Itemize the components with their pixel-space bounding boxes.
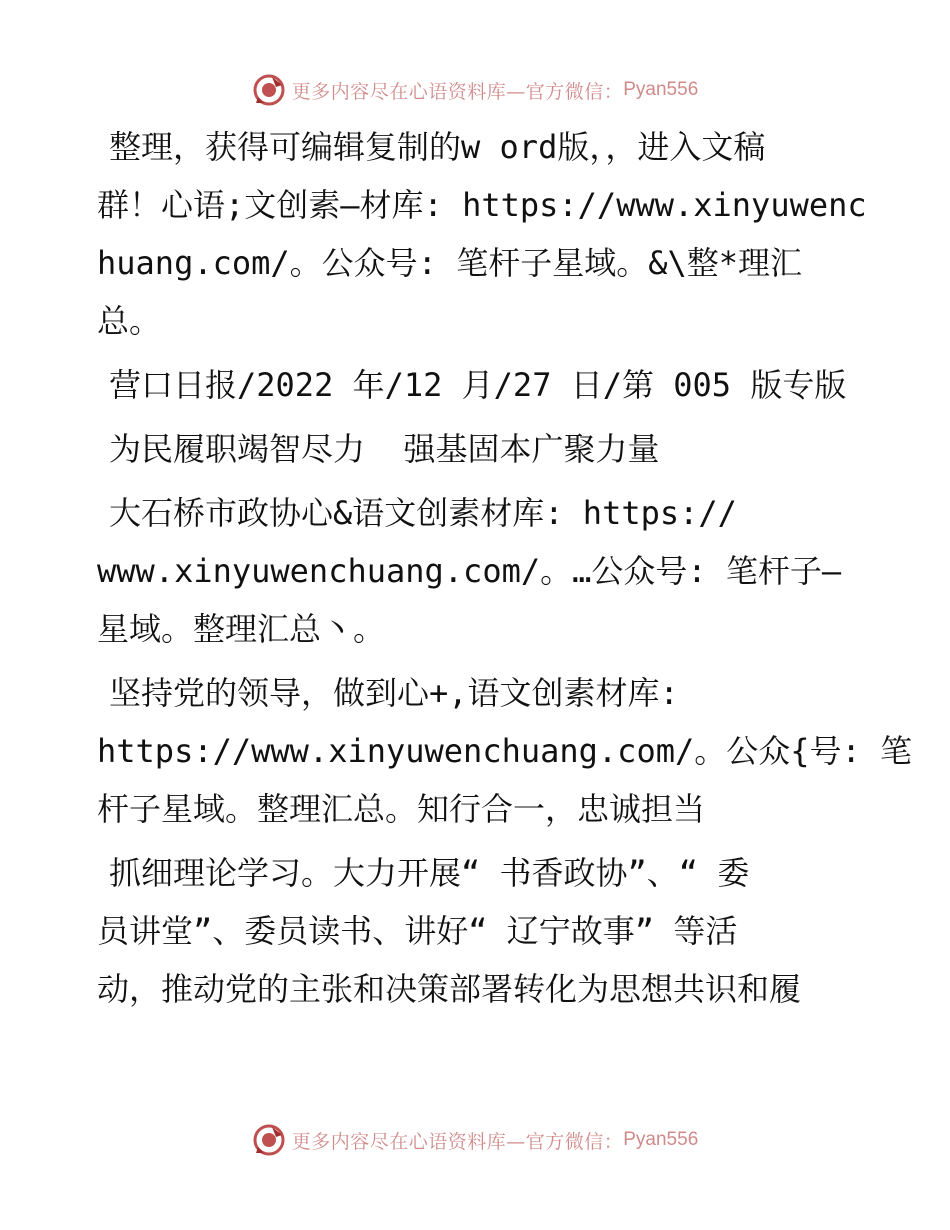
- text-line: huang.com/。公众号: 笔杆子星域。&\整*理汇: [97, 244, 802, 282]
- watermark-text: 更多内容尽在心语资料库—官方微信：: [291, 80, 624, 103]
- paragraph: [97, 484, 857, 658]
- text-line: 动，推动党的主张和决策部署转化为思想共识和履: [97, 970, 802, 1008]
- logo-icon: [252, 1123, 286, 1157]
- text-line: 星域。整理汇总丶。: [97, 610, 386, 648]
- text-line: https://www.xinyuwenchuang.com/。公众{号: 笔: [97, 732, 913, 770]
- watermark-text: 更多内容尽在心语资料库—官方微信：: [291, 1130, 624, 1153]
- publication-line: [97, 356, 857, 414]
- text-line: 大石桥市政协心&语文创素材库: https://: [109, 494, 737, 532]
- text-line: 营口日报/2022 年/12 月/27 日/第 005 版专版: [109, 366, 847, 404]
- text-line: 坚持党的领导，做到心+,语文创素材库:: [109, 674, 679, 712]
- paragraph: [97, 844, 857, 1018]
- text-line: 杆子星域。整理汇总。知行合一，忠诚担当: [97, 790, 706, 828]
- logo-icon: [252, 73, 286, 107]
- footer-watermark: [0, 1120, 950, 1160]
- text-line: 总。: [97, 302, 162, 340]
- watermark-wechat-id: Pyan556: [623, 1129, 699, 1150]
- paragraph: [97, 664, 913, 838]
- paragraph: [97, 118, 867, 350]
- document-body: [97, 118, 913, 1024]
- text-line: 群！心语;文创素—材库: https://www.xinyuwenc: [97, 186, 867, 224]
- header-watermark: [0, 70, 950, 110]
- text-line: 整理，获得可编辑复制的w ord版，，进入文稿: [109, 128, 766, 166]
- text-line: 员讲堂”、委员读书、讲好“ 辽宁故事” 等活: [97, 912, 738, 950]
- article-title: [97, 420, 857, 478]
- watermark-wechat-id: Pyan556: [623, 79, 699, 100]
- text-line: 为民履职竭智尽力 强基固本广聚力量: [109, 430, 660, 468]
- text-line: 抓细理论学习。大力开展“ 书香政协”、“ 委: [109, 854, 750, 892]
- text-line: www.xinyuwenchuang.com/。…公众号: 笔杆子—: [97, 552, 842, 590]
